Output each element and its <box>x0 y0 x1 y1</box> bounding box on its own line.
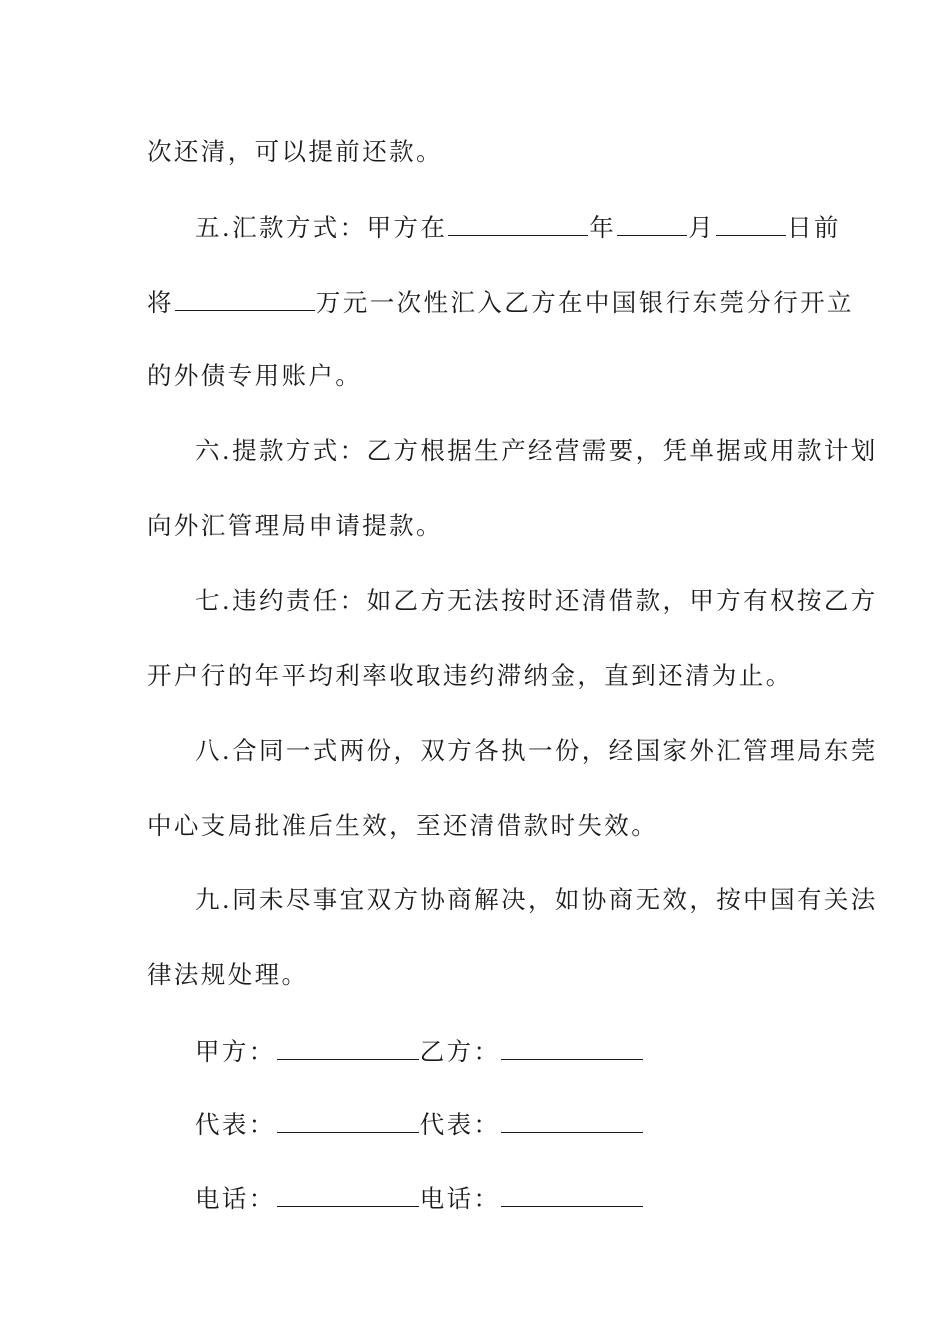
rep-a-label: 代表： <box>195 1110 276 1139</box>
signature-phone-row <box>195 1179 644 1215</box>
paragraph-5-line-3 <box>147 358 807 394</box>
signature-representative-row <box>195 1105 644 1141</box>
year-blank[interactable] <box>448 208 588 236</box>
text-line: 九.同未尽事宜双方协商解决，如协商无效，按中国有关法 <box>195 885 878 914</box>
paragraph-6-line-1 <box>195 433 878 469</box>
paragraph-4-continuation <box>147 134 807 170</box>
phone-b-blank[interactable] <box>501 1179 643 1207</box>
paragraph-8-line-2 <box>147 808 807 844</box>
amount-blank[interactable] <box>175 283 315 311</box>
paragraph-7-line-1 <box>195 583 878 619</box>
party-a-blank[interactable] <box>277 1032 419 1060</box>
paragraph-5-line-1 <box>195 208 841 244</box>
text-day: 日前 <box>787 213 841 242</box>
signature-party-row <box>195 1032 644 1068</box>
month-blank[interactable] <box>617 208 687 236</box>
day-blank[interactable] <box>716 208 786 236</box>
text-line: 七.违约责任：如乙方无法按时还清借款，甲方有权按乙方 <box>195 586 878 615</box>
text-line: 中心支局批准后生效，至还清借款时失效。 <box>147 811 659 840</box>
rep-b-blank[interactable] <box>501 1105 643 1133</box>
rep-a-blank[interactable] <box>277 1105 419 1133</box>
text-line: 律法规处理。 <box>147 960 309 989</box>
text-line: 八.合同一式两份，双方各执一份，经国家外汇管理局东莞 <box>195 736 878 765</box>
text-line: 的外债专用账户。 <box>147 361 363 390</box>
text-line: 五.汇款方式：甲方在 <box>195 213 448 242</box>
text-line: 次还清，可以提前还款。 <box>147 137 443 166</box>
paragraph-6-line-2 <box>147 508 807 544</box>
party-b-label: 乙方： <box>419 1037 501 1066</box>
paragraph-8-line-1 <box>195 733 878 769</box>
text-line: 将 <box>147 288 174 317</box>
paragraph-9-line-2 <box>147 957 807 993</box>
paragraph-9-line-1 <box>195 882 878 918</box>
text-line: 向外汇管理局申请提款。 <box>147 511 443 540</box>
text-line: 六.提款方式：乙方根据生产经营需要，凭单据或用款计划 <box>195 436 878 465</box>
text-year: 年 <box>589 213 617 242</box>
phone-b-label: 电话： <box>419 1184 501 1213</box>
phone-a-blank[interactable] <box>277 1179 419 1207</box>
phone-a-label: 电话： <box>195 1184 276 1213</box>
party-b-blank[interactable] <box>501 1032 643 1060</box>
text-month: 月 <box>688 213 716 242</box>
text-line: 万元一次性汇入乙方在中国银行东莞分行开立 <box>315 288 854 317</box>
paragraph-5-line-2 <box>147 283 854 319</box>
party-a-label: 甲方： <box>195 1037 276 1066</box>
rep-b-label: 代表： <box>419 1110 501 1139</box>
text-line: 开户行的年平均利率收取违约滞纳金，直到还清为止。 <box>147 661 793 690</box>
paragraph-7-line-2 <box>147 658 807 694</box>
